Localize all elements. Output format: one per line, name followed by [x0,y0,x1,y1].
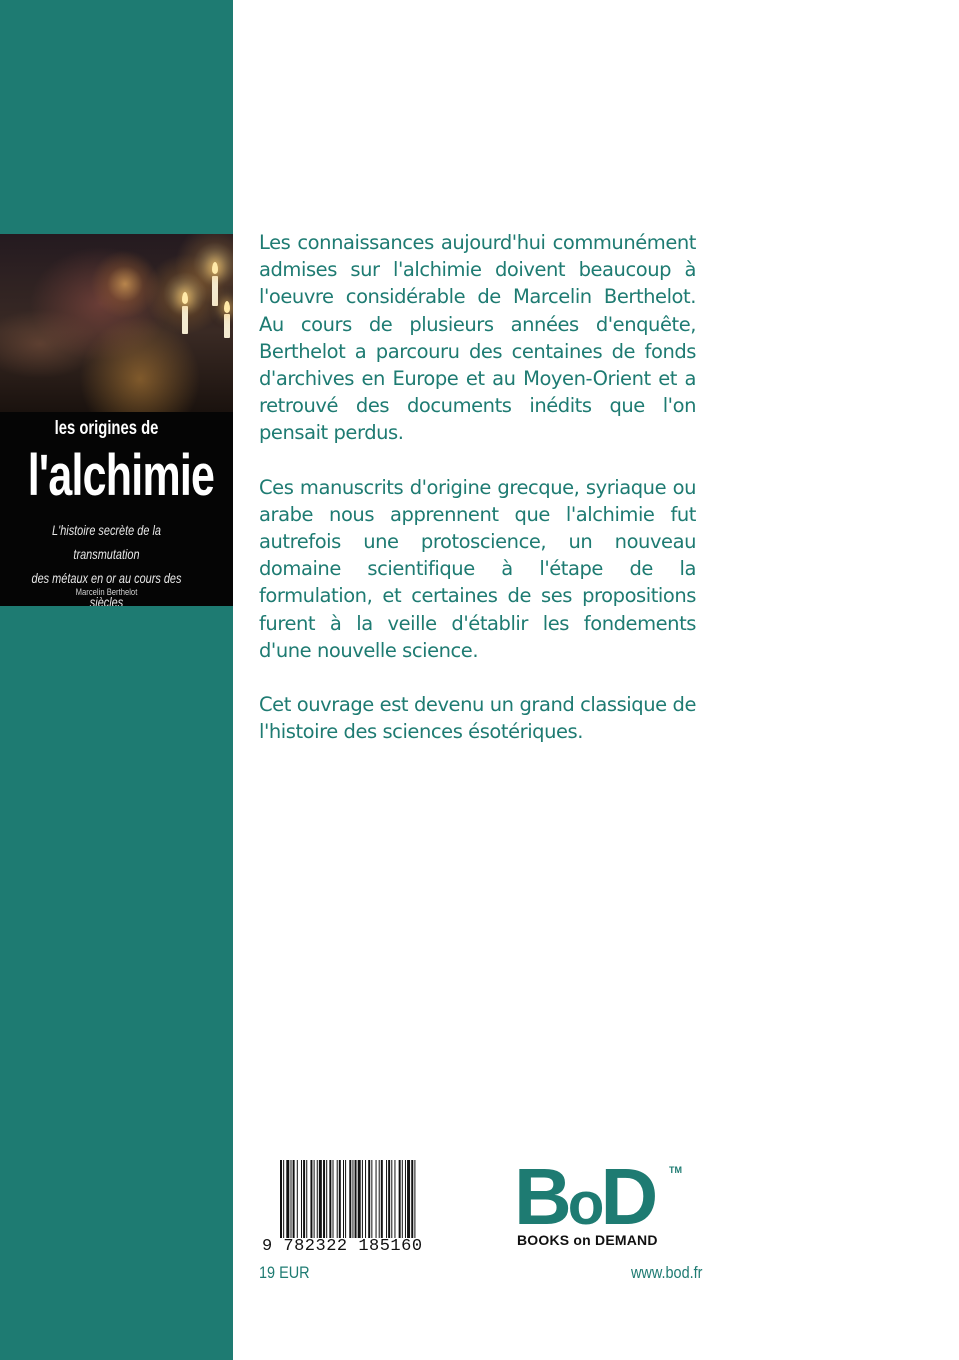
barcode-bar [306,1160,307,1238]
publisher-website: www.bod.fr [631,1263,703,1282]
barcode [280,1160,464,1238]
barcode-bar [365,1160,366,1238]
trademark: TM [669,1165,682,1175]
barcode-bar [314,1160,315,1238]
candle-icon [182,306,188,334]
cover-subtitle-line2: des métaux en or au cours des siècles [31,570,182,606]
barcode-bar [343,1160,344,1238]
flame-icon [224,301,230,313]
teal-side-band [0,0,233,1360]
barcode-bar [405,1160,406,1238]
cover-kicker: les origines de [54,418,159,439]
barcode-bar [355,1160,357,1238]
barcode-bar [280,1160,282,1238]
barcode-bar [362,1160,363,1238]
barcode-bar [317,1160,318,1238]
barcode-bar [376,1160,377,1238]
alchemy-candle-photo [0,234,233,412]
price: 19 EUR [259,1263,310,1282]
cover-title: l'alchimie [27,443,215,508]
candle-icon [212,276,218,306]
barcode-bar [407,1160,410,1238]
barcode-bar [286,1160,289,1238]
barcode-bar [283,1160,284,1238]
isbn-digits: 9 782322 185160 [262,1237,423,1256]
flame-icon [182,292,188,304]
back-cover-blurb [259,229,696,772]
blurb-paragraph-1: Les connaissances aujourd'hui communément admises sur l'alchimie doivent beaucoup à l'oeuvre considérable de Marcelin Berthelot. Au cours de plusieurs années d'enquête, Berthelot a parcouru des centaines de fonds d'archives en Europe et au Moyen-Orient et a retrouvé des documents inédits que l'on pensait perdus. [259,231,696,445]
candle-icon [224,314,230,338]
barcode-bar [371,1160,372,1238]
barcode-bar [319,1160,322,1238]
barcode-bar [297,1160,298,1238]
front-cover-thumbnail [0,234,233,606]
bod-logo-d: D [600,1152,655,1241]
barcode-bar [329,1160,331,1238]
barcode-bar [379,1160,380,1238]
barcode-bar [352,1160,353,1238]
barcode-bar [411,1160,413,1238]
cover-subtitle-line1: L'histoire secrète de la transmutation [52,522,161,562]
barcode-bar [402,1160,403,1238]
barcode-bar [358,1160,361,1238]
barcode-bar [345,1160,346,1238]
barcode-bar [303,1160,305,1238]
blurb-paragraph-3: Cet ouvrage est devenu un grand classique de l'histoire des sciences ésotériques. [259,693,696,744]
bod-logo-b: B [514,1152,568,1241]
barcode-bar [388,1160,390,1238]
barcode-bar [326,1160,327,1238]
barcode-bar [386,1160,387,1238]
barcode-bar [339,1160,341,1238]
barcode-bar [391,1160,392,1238]
barcode-bar [349,1160,351,1238]
bod-logo-o: o [567,1170,601,1237]
barcode-bar [293,1160,295,1238]
barcode-bar [394,1160,395,1238]
barcode-bar [291,1160,292,1238]
cover-author: Marcelin Berthelot [75,587,138,597]
flame-icon [212,262,218,274]
barcode-bar [301,1160,302,1238]
barcode-bar [323,1160,325,1238]
barcode-bar [310,1160,312,1238]
barcode-bar [414,1160,415,1238]
barcode-bar [337,1160,338,1238]
barcode-bar [381,1160,383,1238]
publisher-tagline: BOOKS on DEMAND [517,1232,658,1248]
barcode-bar [368,1160,370,1238]
barcode-bar [333,1160,334,1238]
blurb-paragraph-2: Ces manuscrits d'origine grecque, syriaque ou arabe nous apprennent que l'alchimie fut autrefois une protoscience, un nouveau domaine scientifique à l'étape de la formulation, et certaines de ses propositions furent à la veille d'établir les fondements d'une nouvelle science. [259,475,696,662]
barcode-bar [399,1160,401,1238]
